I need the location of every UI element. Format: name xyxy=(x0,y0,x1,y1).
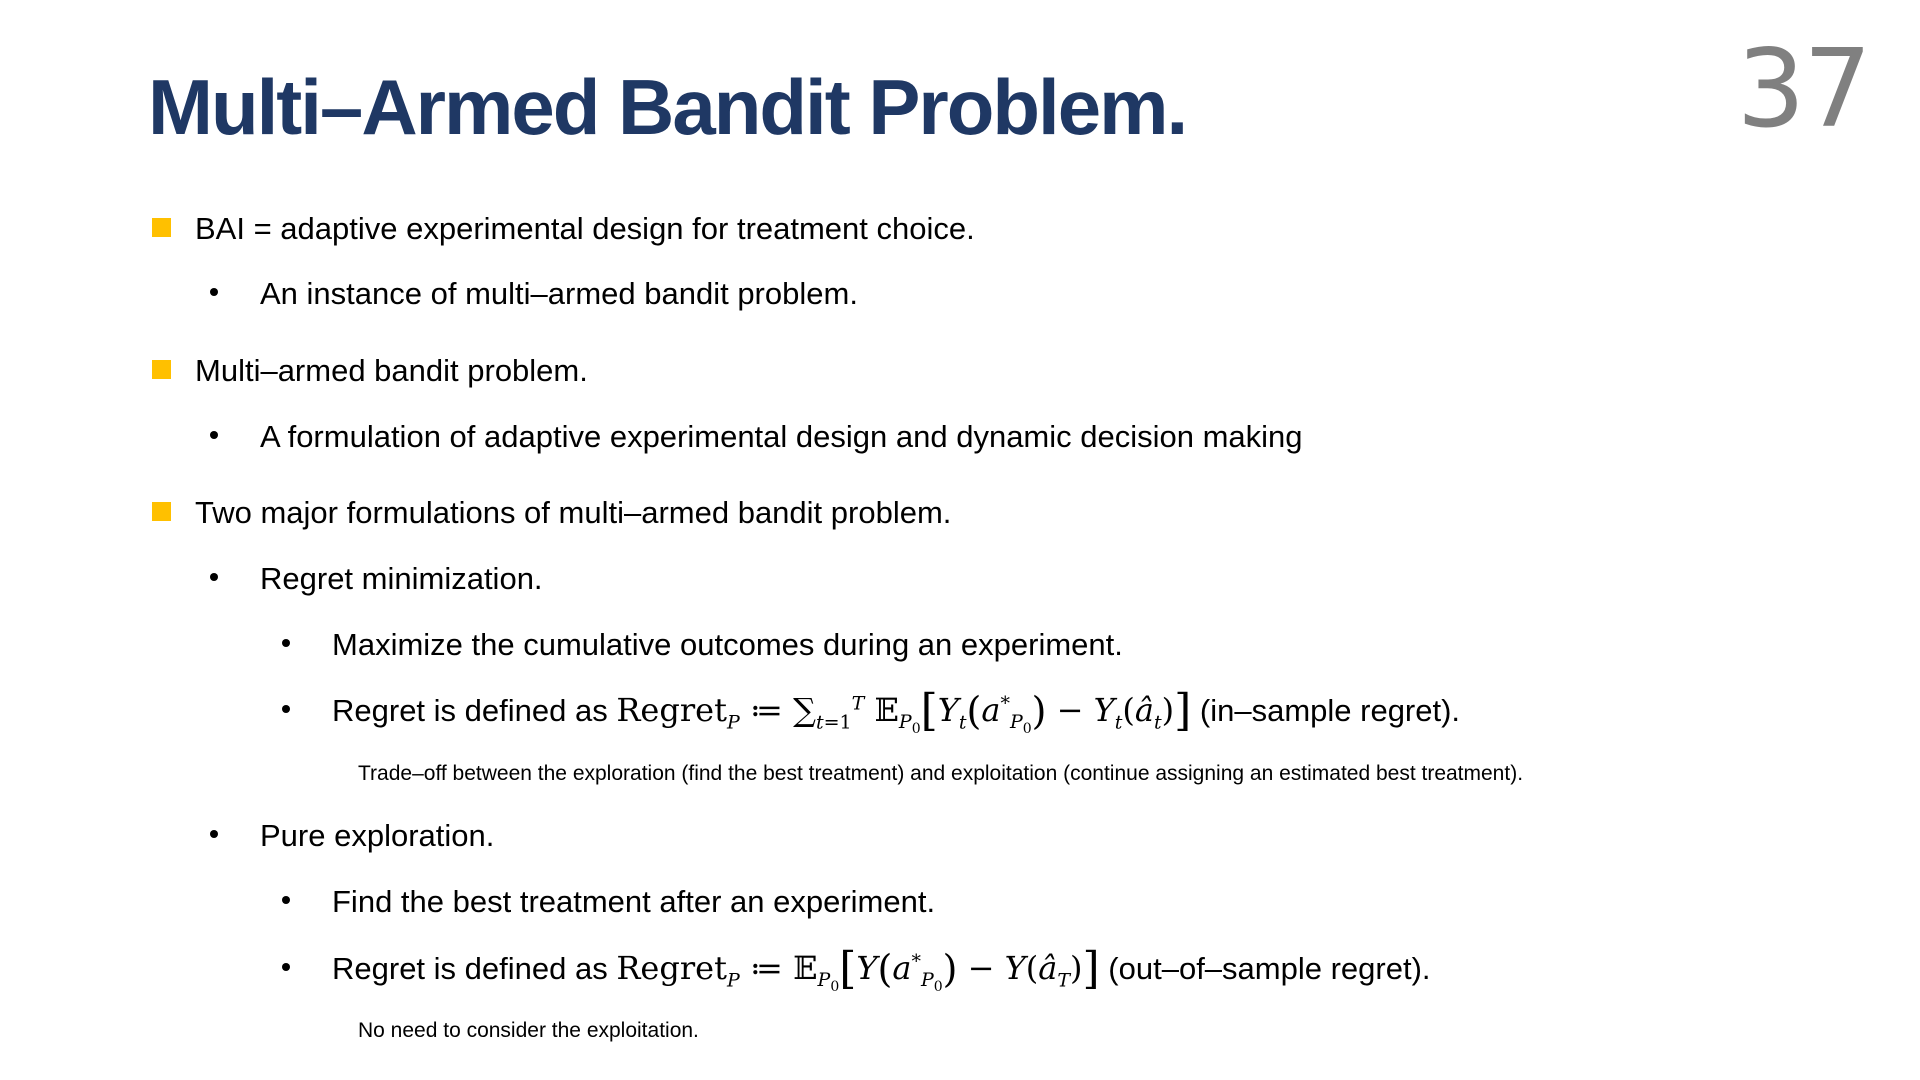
bullet-mab-sub xyxy=(210,417,1303,457)
out-sample-regret-formula: Regret$_P$ ≔ $𝔼_{P_0}[Y(a^*_{P_0})$ − $Y(â_T)$] xyxy=(616,943,1100,996)
bullet-text: Find the best treatment after an experiment. xyxy=(332,884,936,919)
bullet-pure-exploration xyxy=(210,816,494,856)
dot-bullet-icon xyxy=(282,963,290,971)
bullet-maximize xyxy=(282,625,1123,665)
bullet-text: Multi–armed bandit problem. xyxy=(195,353,588,388)
bullet-bai xyxy=(152,209,975,249)
square-bullet-icon xyxy=(152,360,171,379)
bullet-text: BAI = adaptive experimental design for treatment choice. xyxy=(195,211,975,246)
bullet-in-sample-regret xyxy=(282,685,1461,738)
bullet-two-formulations xyxy=(152,493,951,533)
regret-word: Regret xyxy=(616,691,727,729)
bullet-text: Regret minimization. xyxy=(260,561,543,596)
slide-title: Multi–Armed Bandit Problem. xyxy=(148,63,1187,151)
bullet-mab xyxy=(152,351,588,391)
define-symbol: ≔ xyxy=(749,949,783,987)
bullet-text: Regret is defined as xyxy=(332,951,617,986)
bullet-text-suffix: (in–sample regret). xyxy=(1191,693,1461,728)
dot-bullet-icon xyxy=(282,705,290,713)
bullet-text: Pure exploration. xyxy=(260,818,495,853)
bullet-text: Maximize the cumulative outcomes during an experiment. xyxy=(332,627,1123,662)
square-bullet-icon xyxy=(152,502,171,521)
bullet-text: A formulation of adaptive experimental design and dynamic decision making xyxy=(260,419,1303,454)
bullet-regret-minimization xyxy=(210,559,543,599)
slide-number: 37 xyxy=(1736,27,1870,152)
bullet-out-sample-regret xyxy=(282,943,1431,996)
square-bullet-icon xyxy=(152,218,171,237)
define-symbol: ≔ xyxy=(749,691,783,729)
dot-bullet-icon xyxy=(210,288,218,296)
note-tradeoff: Trade–off between the exploration (find the best treatment) and exploitation (continue assigning an estimated best treatment). xyxy=(358,762,1524,785)
regret-word: Regret xyxy=(616,949,727,987)
bullet-text-suffix: (out–of–sample regret). xyxy=(1099,951,1431,986)
dot-bullet-icon xyxy=(210,431,218,439)
bullet-text: Two major formulations of multi–armed bandit problem. xyxy=(195,495,952,530)
dot-bullet-icon xyxy=(282,639,290,647)
in-sample-regret-formula: Regret$_P$ ≔ $\sum_{t=1}^T$ $𝔼_{P_0}[Y_t(a^*_{P_0})$ − $Y_t(â_t)$] xyxy=(616,685,1192,738)
regret-subscript: P xyxy=(726,969,740,992)
bullet-text: An instance of multi–armed bandit problem. xyxy=(260,276,858,311)
note-no-exploitation: No need to consider the exploitation. xyxy=(358,1019,699,1042)
regret-subscript: P xyxy=(726,711,740,734)
dot-bullet-icon xyxy=(282,896,290,904)
dot-bullet-icon xyxy=(210,573,218,581)
bullet-text: Regret is defined as xyxy=(332,693,617,728)
bullet-bai-sub xyxy=(210,274,858,314)
dot-bullet-icon xyxy=(210,830,218,838)
bullet-find-best xyxy=(282,882,935,922)
